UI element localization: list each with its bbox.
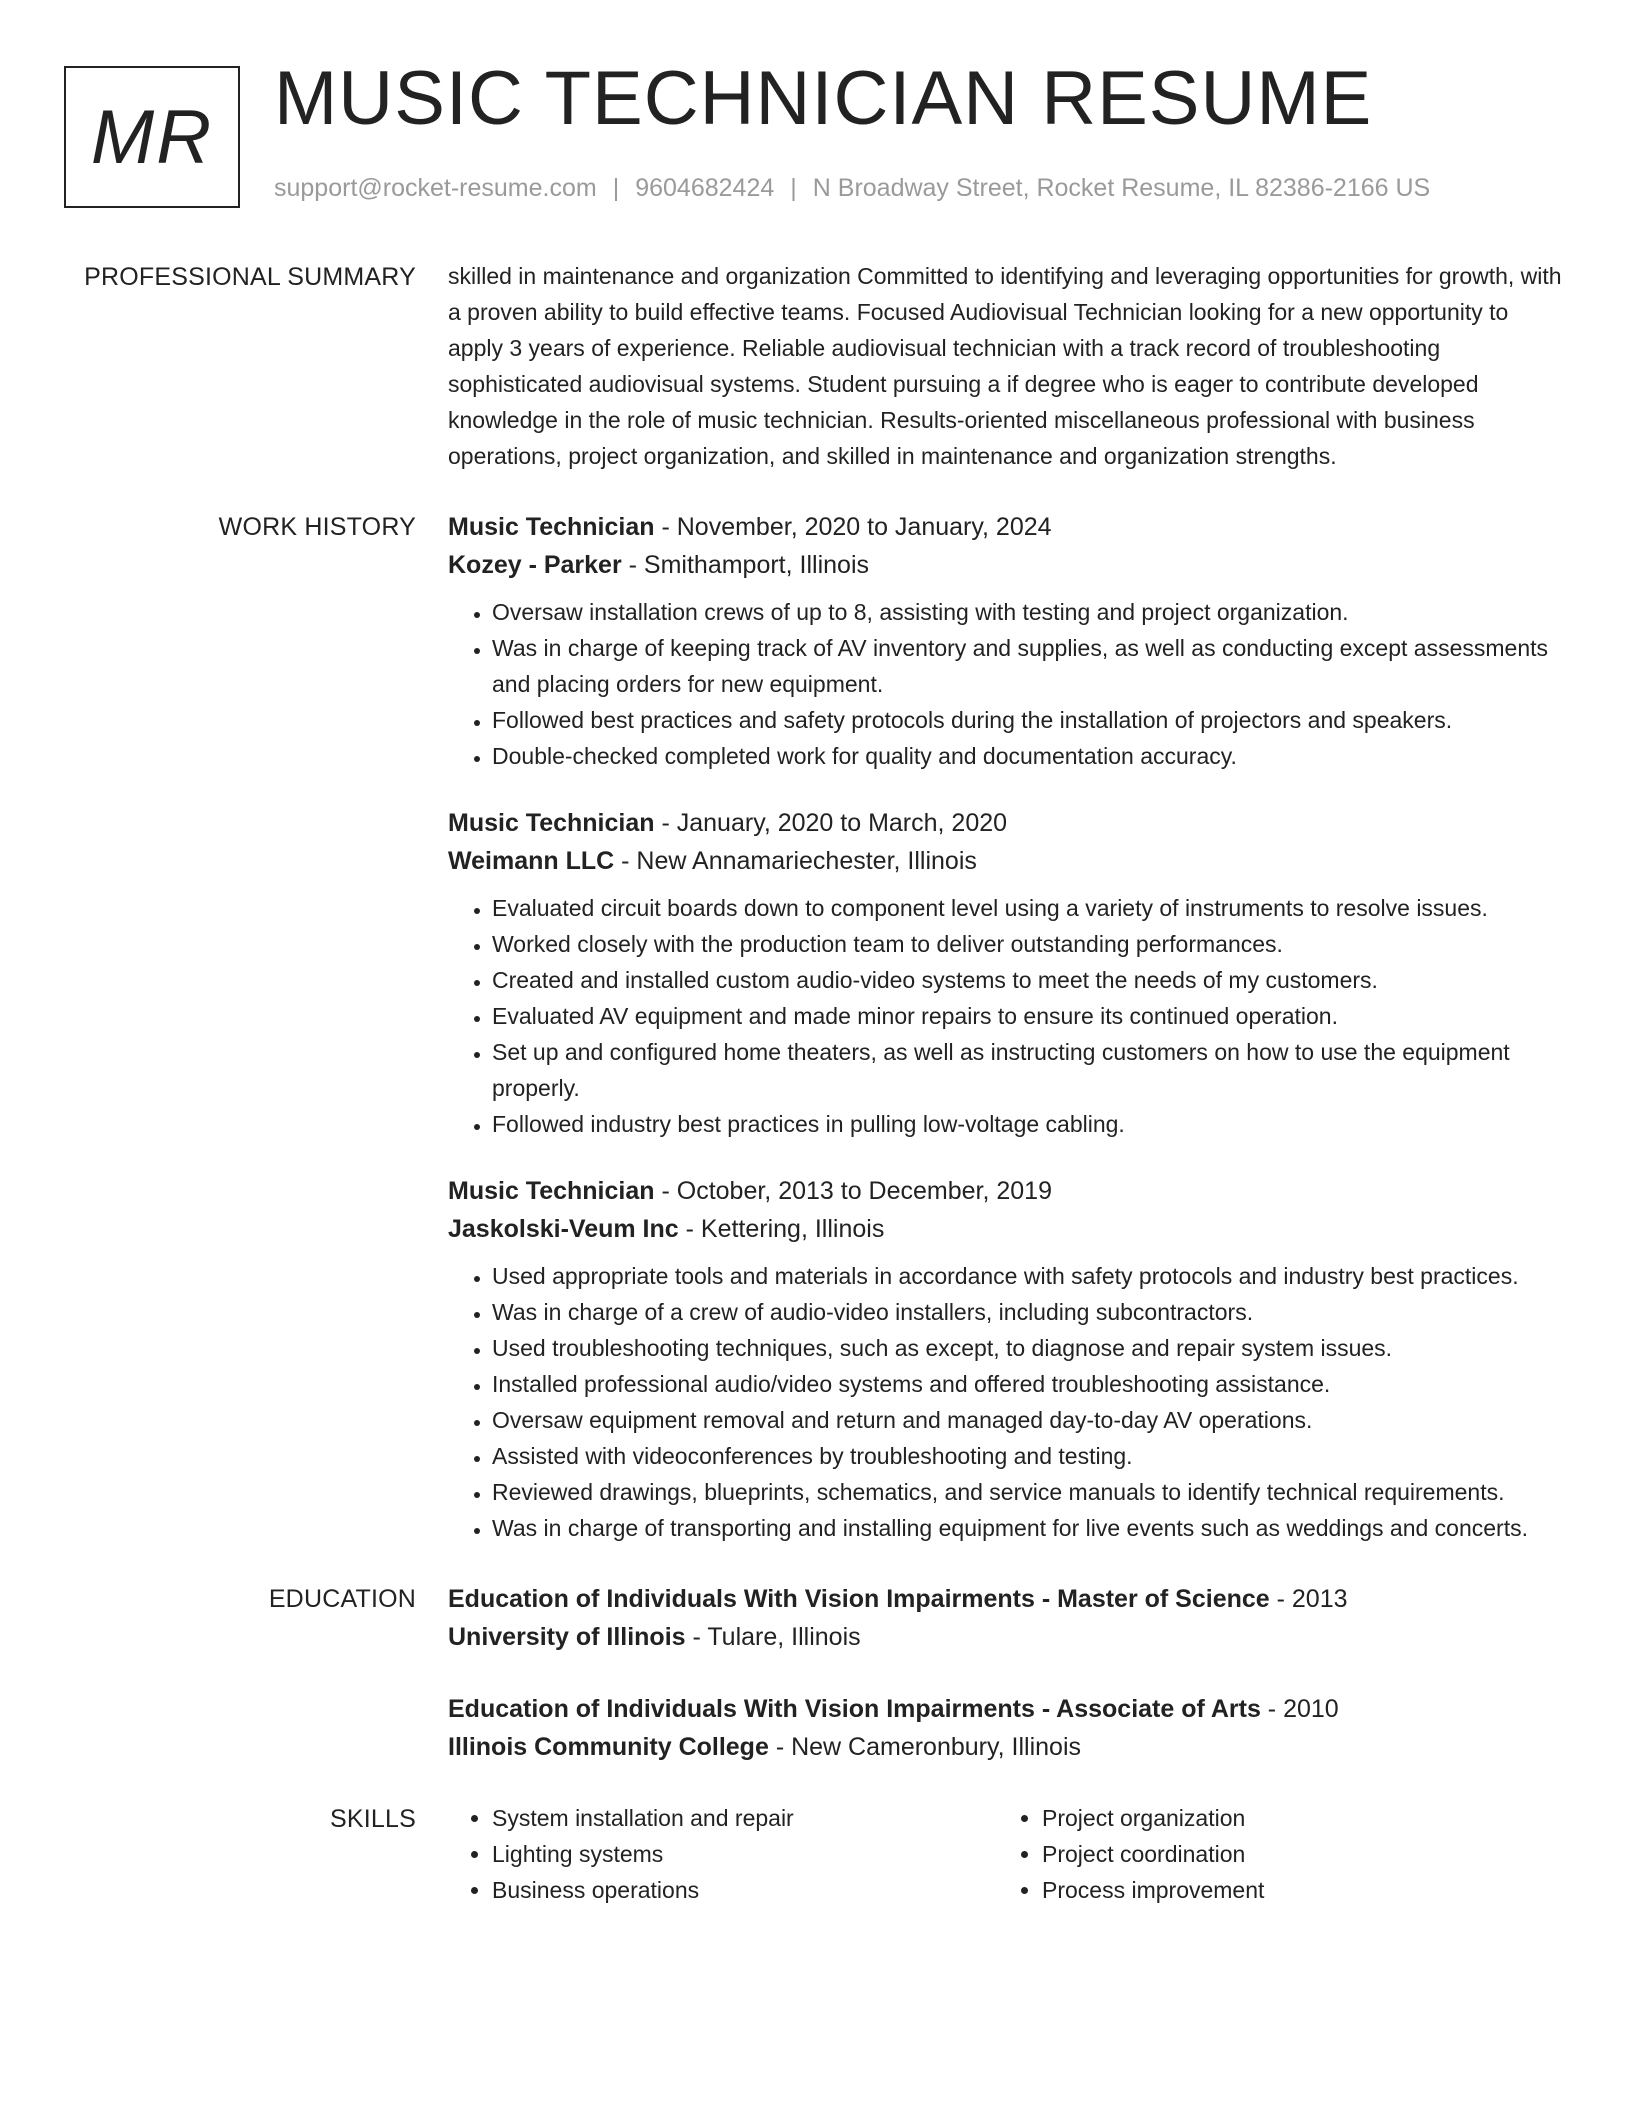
school-name: Illinois Community College bbox=[448, 1733, 769, 1761]
job-title: Music Technician bbox=[448, 1177, 655, 1205]
bullet-item: • Used appropriate tools and materials in accordance with safety protocols and industry best practices. bbox=[492, 1258, 1564, 1294]
resume-title: MUSIC TECHNICIAN RESUME bbox=[274, 56, 1373, 141]
skill-item: • Project organization bbox=[1042, 1800, 1548, 1836]
skill-item: • Project coordination bbox=[1042, 1836, 1548, 1872]
bullet-item: • Installed professional audio/video systems and offered troubleshooting assistance. bbox=[492, 1366, 1564, 1402]
degree-year: - 2013 bbox=[1269, 1585, 1348, 1613]
bullet-item: • Followed industry best practices in pulling low-voltage cabling. bbox=[492, 1106, 1564, 1142]
job-dates: - October, 2013 to December, 2019 bbox=[654, 1177, 1052, 1205]
section-body bbox=[448, 1580, 1564, 1766]
job-company-line bbox=[448, 1210, 1564, 1248]
company-location: - Kettering, Illinois bbox=[678, 1215, 885, 1243]
job-dates: - January, 2020 to March, 2020 bbox=[654, 809, 1008, 837]
work-history-section bbox=[0, 508, 1632, 1546]
job-bullets bbox=[448, 1258, 1564, 1546]
company-name: Jaskolski-Veum Inc bbox=[448, 1215, 679, 1243]
company-location: - Smithamport, Illinois bbox=[621, 551, 869, 579]
bullet-item: • Followed best practices and safety protocols during the installation of projectors and speakers. bbox=[492, 702, 1564, 738]
section-label: EDUCATION bbox=[268, 1585, 416, 1613]
bullet-item: • Was in charge of transporting and installing equipment for live events such as weddings and concerts. bbox=[492, 1510, 1564, 1546]
job-title-line bbox=[448, 1172, 1564, 1210]
address: N Broadway Street, Rocket Resume, IL 82386-2166 US bbox=[812, 174, 1431, 202]
bullet-item: • Was in charge of keeping track of AV inventory and supplies, as well as conducting except assessments and placing orders for new equipment. bbox=[492, 630, 1564, 702]
skill-item: • Business operations bbox=[492, 1872, 998, 1908]
job-bullets bbox=[448, 594, 1564, 774]
section-body bbox=[448, 508, 1564, 1546]
job-title-line bbox=[448, 508, 1564, 546]
bullet-item: • Set up and configured home theaters, as well as instructing customers on how to use the equipment properly. bbox=[492, 1034, 1564, 1106]
section-body bbox=[448, 258, 1564, 474]
bullet-item: • Was in charge of a crew of audio-video installers, including subcontractors. bbox=[492, 1294, 1564, 1330]
bullet-item: • Oversaw installation crews of up to 8, assisting with testing and project organization. bbox=[492, 594, 1564, 630]
section-label: PROFESSIONAL SUMMARY bbox=[84, 263, 416, 291]
bullet-item: • Evaluated circuit boards down to component level using a variety of instruments to resolve issues. bbox=[492, 890, 1564, 926]
job-entry bbox=[448, 508, 1564, 774]
education-section bbox=[0, 1580, 1632, 1766]
bullet-item: • Oversaw equipment removal and return and managed day-to-day AV operations. bbox=[492, 1402, 1564, 1438]
school-location: - Tulare, Illinois bbox=[685, 1623, 861, 1651]
summary-section bbox=[0, 258, 1632, 474]
job-title: Music Technician bbox=[448, 809, 655, 837]
contact-separator: | bbox=[790, 174, 797, 202]
resume-content bbox=[0, 258, 1632, 1908]
email: support@rocket-resume.com bbox=[274, 174, 597, 202]
bullet-item: • Assisted with videoconferences by troubleshooting and testing. bbox=[492, 1438, 1564, 1474]
monogram: MR bbox=[64, 66, 240, 208]
job-entry bbox=[448, 804, 1564, 1142]
degree-line bbox=[448, 1690, 1564, 1728]
school-line bbox=[448, 1728, 1564, 1766]
skill-item: • System installation and repair bbox=[492, 1800, 998, 1836]
skills-column-right bbox=[998, 1800, 1548, 1908]
company-location: - New Annamariechester, Illinois bbox=[614, 847, 977, 875]
degree-line bbox=[448, 1580, 1564, 1618]
job-bullets bbox=[448, 890, 1564, 1142]
section-label: SKILLS bbox=[330, 1805, 416, 1833]
bullet-item: • Reviewed drawings, blueprints, schematics, and service manuals to identify technical requirements. bbox=[492, 1474, 1564, 1510]
degree: Education of Individuals With Vision Impairments - Associate of Arts bbox=[448, 1695, 1261, 1723]
job-entry bbox=[448, 1172, 1564, 1546]
phone: 9604682424 bbox=[635, 174, 775, 202]
bullet-item: • Created and installed custom audio-video systems to meet the needs of my customers. bbox=[492, 962, 1564, 998]
degree: Education of Individuals With Vision Impairments - Master of Science bbox=[448, 1585, 1270, 1613]
skills-section bbox=[0, 1800, 1632, 1908]
skills-list bbox=[448, 1800, 1564, 1908]
school-line bbox=[448, 1618, 1564, 1656]
bullet-item: • Evaluated AV equipment and made minor repairs to ensure its continued operation. bbox=[492, 998, 1564, 1034]
skill-item: • Lighting systems bbox=[492, 1836, 998, 1872]
school-location: - New Cameronbury, Illinois bbox=[768, 1733, 1082, 1761]
school-name: University of Illinois bbox=[448, 1623, 686, 1651]
section-label: WORK HISTORY bbox=[218, 513, 416, 541]
education-entry bbox=[448, 1580, 1564, 1656]
job-company-line bbox=[448, 546, 1564, 584]
skill-item: • Process improvement bbox=[1042, 1872, 1548, 1908]
company-name: Weimann LLC bbox=[448, 847, 615, 875]
company-name: Kozey - Parker bbox=[448, 551, 622, 579]
job-title-line bbox=[448, 804, 1564, 842]
bullet-item: • Double-checked completed work for quality and documentation accuracy. bbox=[492, 738, 1564, 774]
job-title: Music Technician bbox=[448, 513, 655, 541]
bullet-item: • Worked closely with the production team to deliver outstanding performances. bbox=[492, 926, 1564, 962]
summary-text: skilled in maintenance and organization Committed to identifying and leveraging opportunities for growth, with a proven ability to build effective teams. Focused Audiovisual Technician looking for a new opportunity to apply 3 years of experience. Reliable audiovisual technician with a track record of troubleshooting sophisticated audiovisual systems. Student pursuing a if degree who is eager to contribute developed knowledge in the role of music technician. Results-oriented miscellaneous professional with business operations, project organization, and skilled in maintenance and organization strengths. bbox=[448, 263, 1562, 469]
job-dates: - November, 2020 to January, 2024 bbox=[654, 513, 1052, 541]
bullet-item: • Used troubleshooting techniques, such as except, to diagnose and repair system issues. bbox=[492, 1330, 1564, 1366]
education-entry bbox=[448, 1690, 1564, 1766]
contact-line bbox=[274, 174, 1430, 203]
skills-column-left bbox=[448, 1800, 998, 1908]
degree-year: - 2010 bbox=[1260, 1695, 1339, 1723]
contact-separator: | bbox=[612, 174, 620, 202]
job-company-line bbox=[448, 842, 1564, 880]
